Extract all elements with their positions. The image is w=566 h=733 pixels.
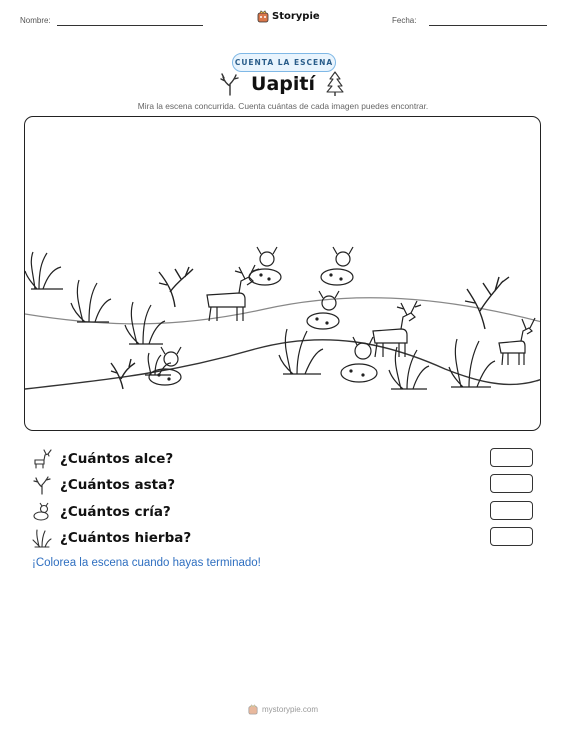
antler-icon (219, 72, 241, 96)
footer-site[interactable]: mystorypie.com (261, 705, 318, 714)
answer-box-grass[interactable] (490, 527, 533, 546)
elk-figure (499, 318, 535, 365)
question-text: ¿Cuántos cría? (60, 504, 171, 520)
question-row-elk (32, 448, 173, 470)
antler-icon (32, 475, 52, 495)
instructions: Mira la escena concurrida. Cuenta cuántas de cada imagen puedes encontrar. (137, 101, 429, 111)
question-row-antler (32, 474, 175, 496)
elk-icon (32, 449, 52, 469)
brand-logo (257, 10, 320, 23)
date-line[interactable] (429, 25, 547, 26)
question-text: ¿Cuántos alce? (60, 451, 174, 467)
antler-branch (465, 277, 509, 329)
tree-icon (326, 71, 344, 97)
name-label: Nombre: (20, 16, 51, 25)
grass-clump (279, 329, 323, 374)
antler-branch (159, 267, 193, 307)
coloring-instruction: ¡Colorea la escena cuando hayas terminado! (32, 557, 261, 569)
antler-branch (111, 359, 135, 389)
question-text: ¿Cuántos asta? (60, 477, 176, 493)
grass-icon (32, 528, 52, 548)
counting-scene (24, 116, 541, 431)
question-text: ¿Cuántos hierba? (60, 530, 192, 546)
storypie-icon (257, 10, 269, 23)
page-title: Uapití (251, 73, 315, 95)
grass-clump (449, 339, 495, 387)
scene-illustration (25, 117, 541, 431)
question-row-fawn (32, 501, 171, 523)
brand-name: Storypie (272, 11, 320, 22)
answer-box-elk[interactable] (490, 448, 533, 467)
fawn-figure (307, 291, 339, 329)
fawn-figure (341, 337, 377, 382)
question-row-grass (32, 527, 191, 549)
answer-box-fawn[interactable] (490, 501, 533, 520)
fawn-icon (32, 502, 52, 522)
name-line[interactable] (57, 25, 203, 26)
storypie-icon (248, 704, 258, 715)
grass-clump (25, 252, 63, 289)
answer-box-antler[interactable] (490, 474, 533, 493)
date-label: Fecha: (392, 16, 417, 25)
fawn-figure (321, 247, 353, 285)
fawn-figure (249, 247, 281, 285)
footer (0, 704, 566, 715)
grass-clump (389, 347, 429, 389)
scene-badge: CUENTA LA ESCENA (232, 53, 336, 72)
grass-clump (71, 280, 111, 322)
